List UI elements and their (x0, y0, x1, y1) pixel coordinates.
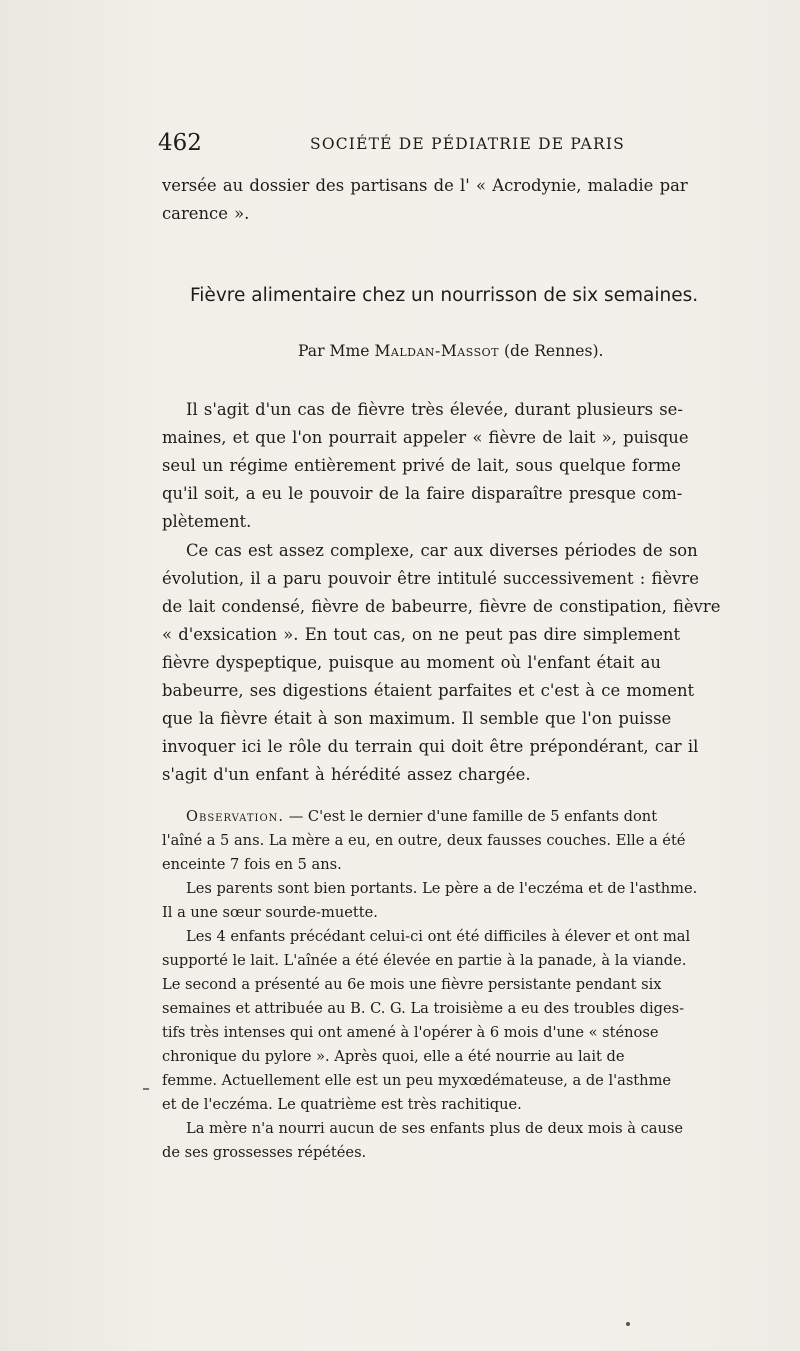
body-line: de lait condensé, fièvre de babeurre, fièvre de constipation, fièvre (162, 597, 721, 616)
author-prefix: Par Mme (298, 342, 375, 360)
observation-line: La mère n'a nourri aucun de ses enfants plus de deux mois à cause (186, 1120, 684, 1137)
page-number: 462 (158, 130, 202, 156)
author-suffix: (de Rennes). (498, 342, 604, 360)
observation-first-line (186, 808, 657, 825)
observation-line: Les parents sont bien portants. Le père a de l'eczéma et de l'asthme. (186, 880, 698, 897)
body-line: s'agit d'un enfant à hérédité assez chargée. (162, 765, 531, 784)
observation-first-line-text: — C'est le dernier d'une famille de 5 enfants dont (284, 808, 658, 825)
intro-line: carence ». (162, 204, 250, 223)
body-line: Il s'agit d'un cas de fièvre très élevée, durant plusieurs se- (186, 400, 683, 419)
observation-line: Le second a présenté au 6e mois une fièvre persistante pendant six (162, 976, 662, 993)
body-line: seul un régime entièrement privé de lait, sous quelque forme (162, 456, 681, 475)
page-header (158, 130, 758, 160)
body-line: plètement. (162, 512, 252, 531)
body-line: invoquer ici le rôle du terrain qui doit être prépondérant, car il (162, 737, 699, 756)
observation-line: de ses grossesses répétées. (162, 1144, 367, 1161)
body-line: fièvre dyspeptique, puisque au moment où l'enfant était au (162, 653, 661, 672)
body-line: évolution, il a paru pouvoir être intitulé successivement : fièvre (162, 569, 699, 588)
observation-line: Les 4 enfants précédant celui-ci ont été difficiles à élever et ont mal (186, 928, 691, 945)
observation-label: Observation. (186, 808, 285, 825)
intro-line: versée au dossier des partisans de l' « Acrodynie, maladie par (162, 176, 688, 195)
author-name: Maldan-Massot (374, 342, 499, 360)
body-line: qu'il soit, a eu le pouvoir de la faire disparaître presque com- (162, 484, 683, 503)
body-line: maines, et que l'on pourrait appeler « fièvre de lait », puisque (162, 428, 689, 447)
observation-line: semaines et attribuée au B. C. G. La troisième a eu des troubles diges- (162, 1000, 685, 1017)
body-line: babeurre, ses digestions étaient parfaites et c'est à ce moment (162, 681, 695, 700)
article-author (298, 342, 604, 360)
body-line: Ce cas est assez complexe, car aux diverses périodes de son (186, 541, 698, 560)
margin-mark (143, 1088, 149, 1090)
observation-line: enceinte 7 fois en 5 ans. (162, 856, 342, 873)
body-line: « d'exsication ». En tout cas, on ne peut pas dire simplement (162, 625, 681, 644)
body-line: que la fièvre était à son maximum. Il semble que l'on puisse (162, 709, 672, 728)
observation-line: supporté le lait. L'aînée a été élevée en partie à la panade, à la viande. (162, 952, 687, 969)
running-head: SOCIÉTÉ DE PÉDIATRIE DE PARIS (310, 135, 625, 153)
observation-line: tifs très intenses qui ont amené à l'opérer à 6 mois d'une « sténose (162, 1024, 659, 1041)
observation-line: chronique du pylore ». Après quoi, elle a été nourrie au lait de (162, 1048, 625, 1065)
observation-line: et de l'eczéma. Le quatrième est très rachitique. (162, 1096, 522, 1113)
observation-line: Il a une sœur sourde-muette. (162, 904, 378, 921)
article-title: Fièvre alimentaire chez un nourrisson de six semaines. (190, 285, 699, 306)
observation-line: femme. Actuellement elle est un peu myxœdémateuse, a de l'asthme (162, 1072, 672, 1089)
ink-speck (626, 1322, 630, 1326)
observation-line: l'aîné a 5 ans. La mère a eu, en outre, deux fausses couches. Elle a été (162, 832, 686, 849)
